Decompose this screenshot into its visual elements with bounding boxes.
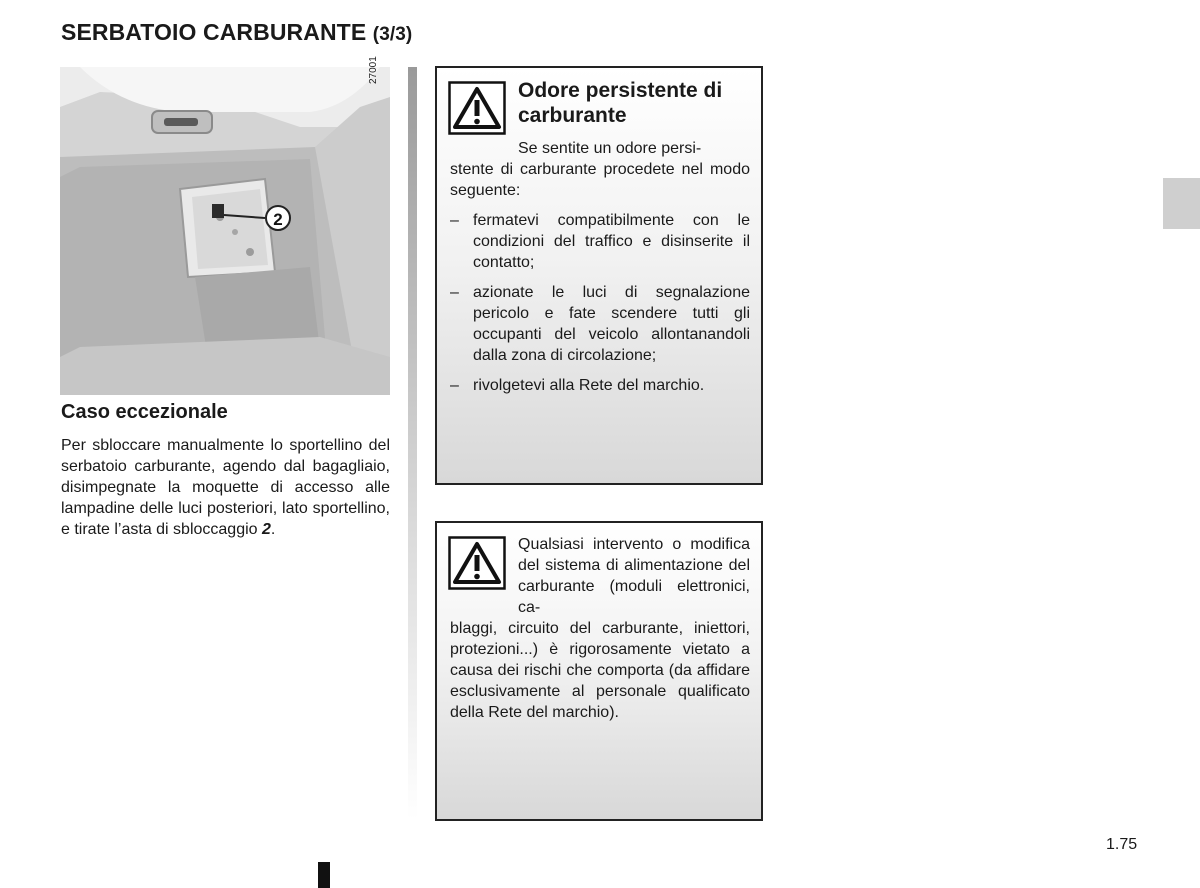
- list-item: [450, 210, 750, 273]
- trunk-photo: [60, 67, 390, 395]
- warning-steps-list: [450, 210, 750, 405]
- section-body-bold: 2: [262, 521, 271, 538]
- list-item-text: azionate le luci di segnalazione pericolo e fate scendere tutti gli occupanti del veicolo allontanandoli dalla zona di circolazione;: [473, 284, 750, 364]
- section-body: [61, 435, 390, 540]
- page-title: [61, 19, 412, 46]
- warning-lead: Qualsiasi intervento o modifica del sistema di alimentazione del carburante (moduli elettronici, ca-: [518, 536, 750, 616]
- list-item-text: fermatevi compatibilmente con le condizioni del traffico e disinserite il contatto;: [473, 212, 750, 271]
- list-dash: –: [450, 284, 459, 301]
- list-dash: –: [450, 377, 459, 394]
- section-heading: Caso eccezionale: [61, 401, 228, 423]
- footer-mark: [318, 862, 330, 888]
- page-title-part: (3/3): [372, 24, 413, 45]
- page-number: 1.75: [1106, 836, 1138, 853]
- list-item: [450, 375, 750, 396]
- page-title-text: SERBATOIO CARBURANTE: [61, 19, 367, 45]
- warning-lead: Se sentite un odore persi-: [518, 140, 702, 157]
- list-item-text: rivolgetevi alla Rete del marchio.: [473, 377, 705, 394]
- figure-code: 27001: [368, 56, 379, 84]
- list-dash: –: [450, 212, 459, 229]
- warning-heading: Odore persistente di carburante: [518, 79, 723, 127]
- warning-box-fuel-odor: [435, 66, 763, 485]
- warning-box-fuel-system: [435, 521, 763, 821]
- warning-triangle-icon: [448, 81, 506, 135]
- chapter-tab: [1163, 178, 1200, 229]
- warning-lead-continued: blaggi, circuito del carburante, iniettori, protezioni...) è rigorosamente vietato a causa dei rischi che comporta (da affidare esclusivamente al personale qualificato della Rete del marchio).: [450, 620, 750, 721]
- warning-lead-continued: stente di carburante procedete nel modo seguente:: [450, 161, 750, 199]
- list-item: [450, 282, 750, 366]
- warning-triangle-icon: [448, 536, 506, 590]
- callout-2: 2: [273, 210, 283, 229]
- section-body-end: .: [270, 521, 276, 538]
- section-body-text: Per sbloccare manualmente lo sportellino del serbatoio carburante, agendo dal bagagliaio, disimpegnate la moquette di accesso alle lampadine delle luci posteriori, lato sportellino, e tirate l’asta di sbloccaggio: [61, 437, 390, 538]
- column-divider: [408, 67, 417, 820]
